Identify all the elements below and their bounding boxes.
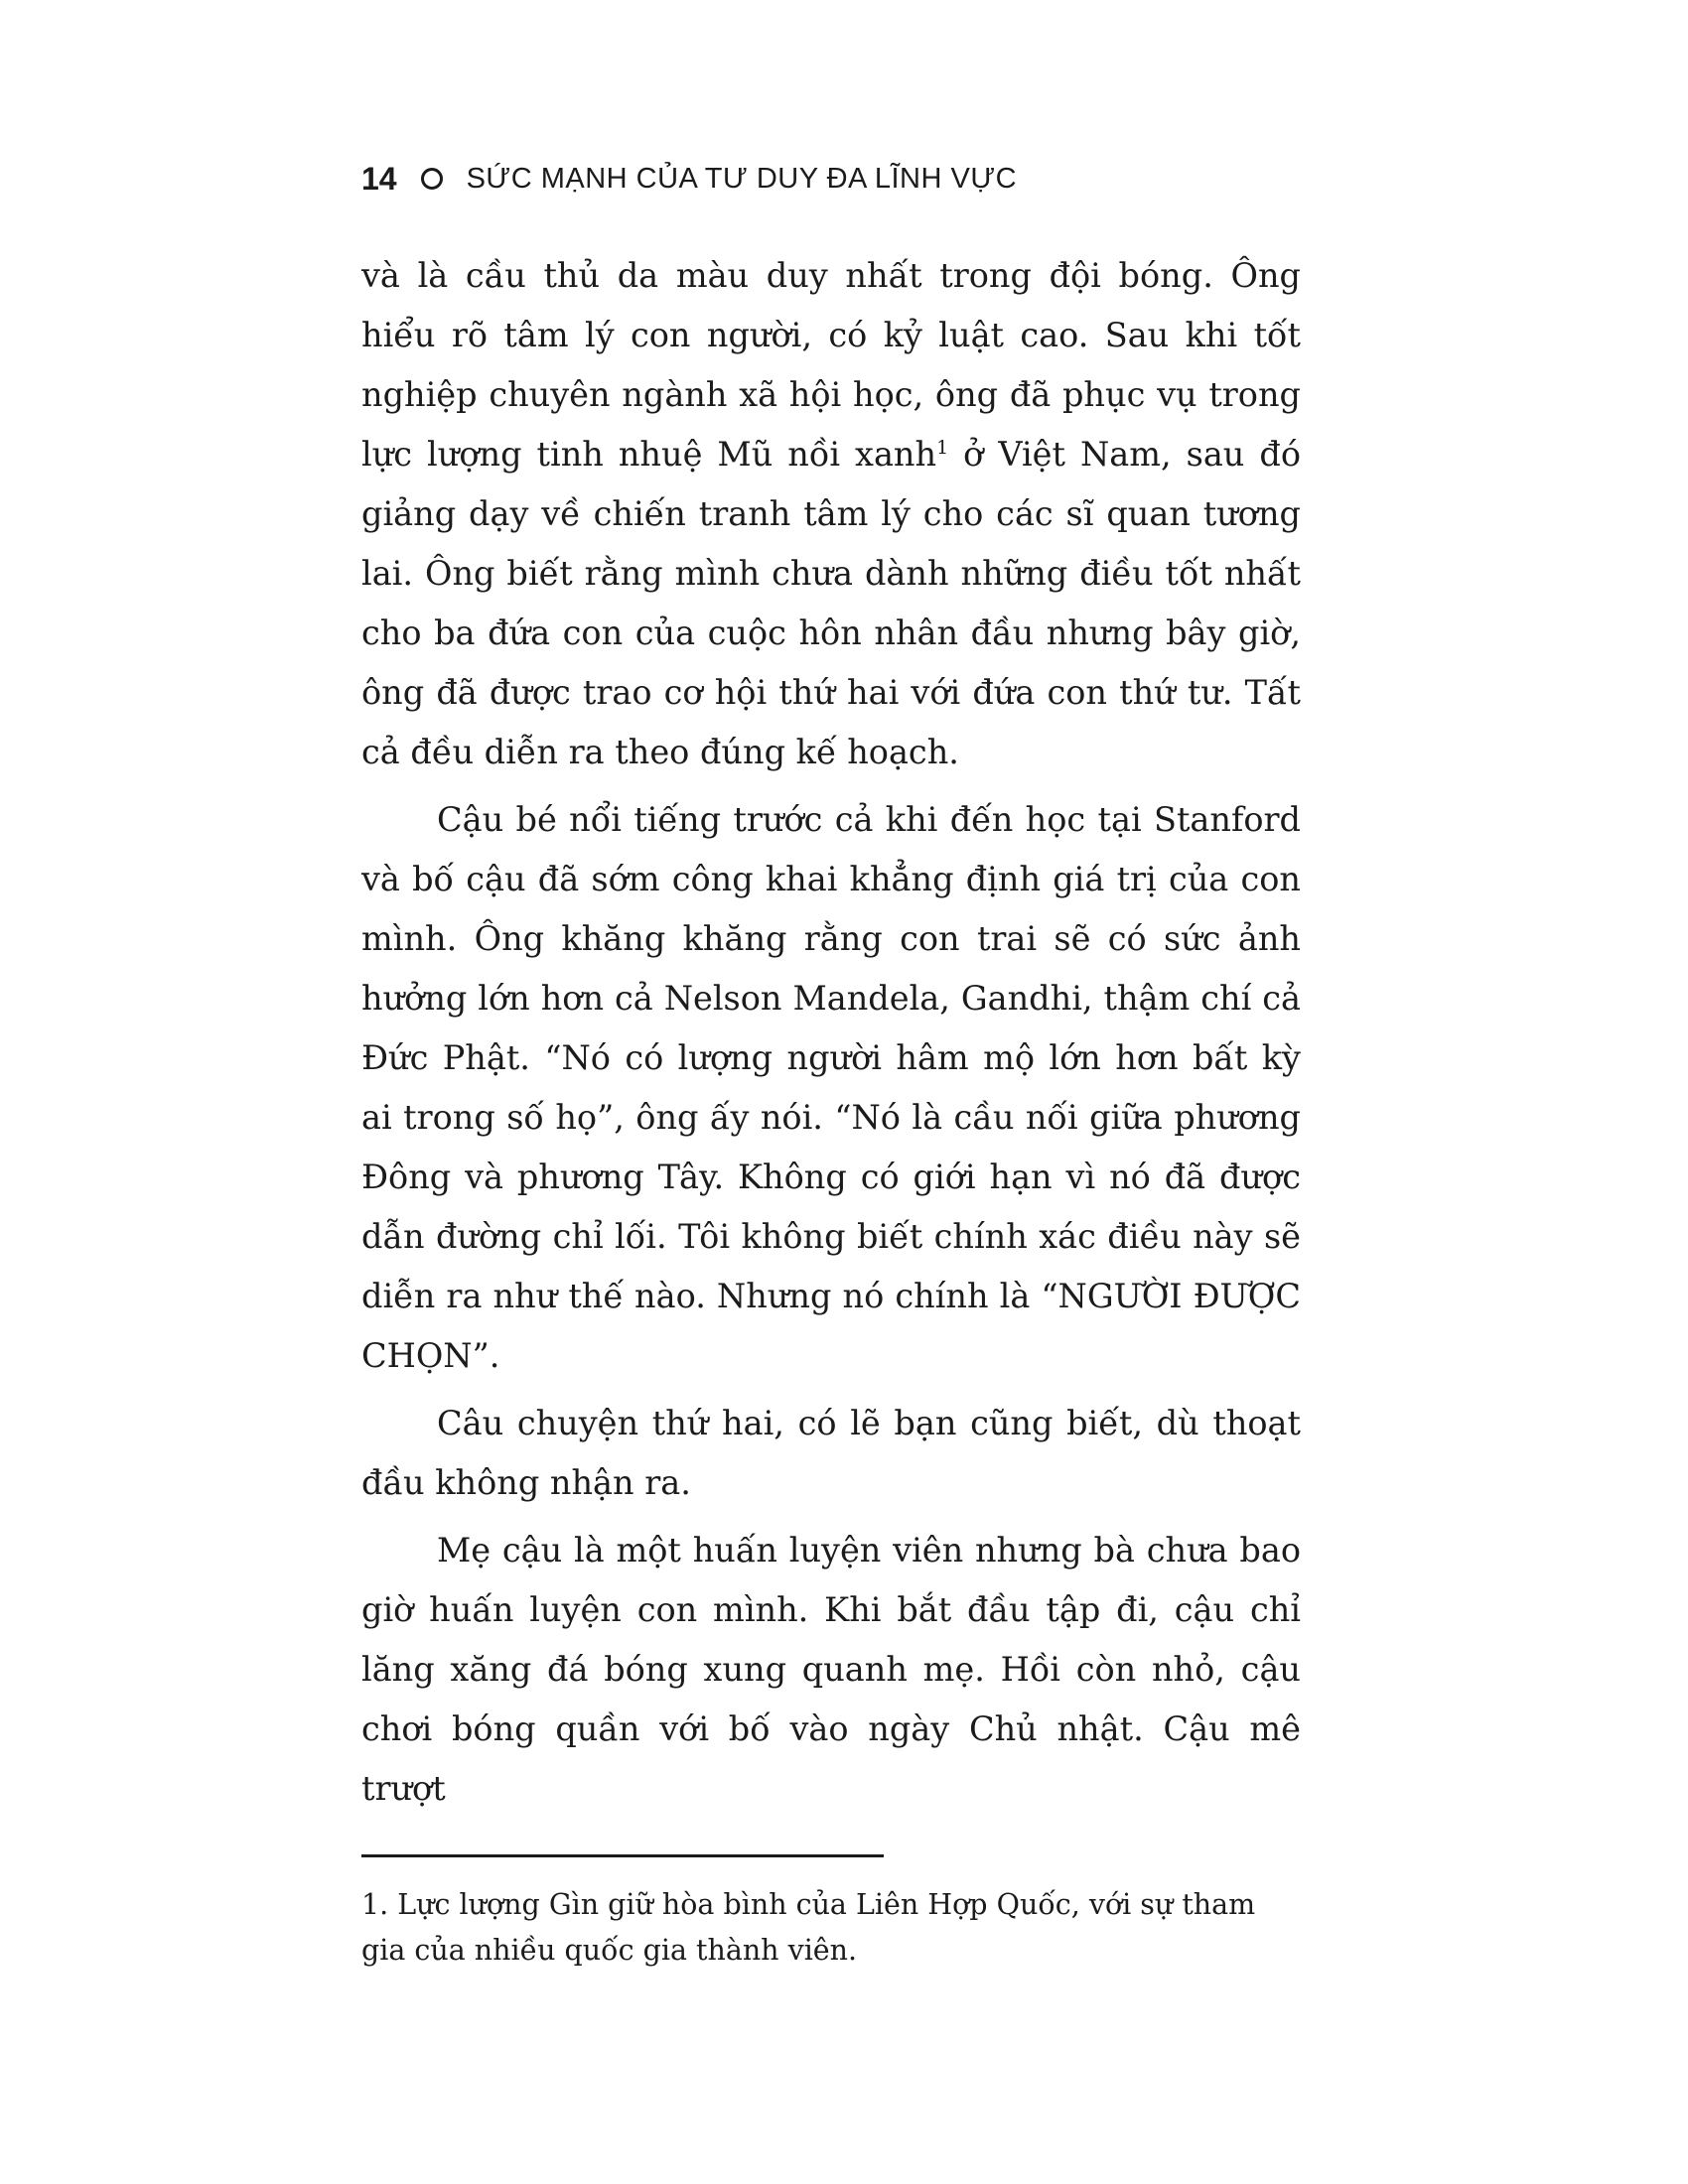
footnote: 1. Lực lượng Gìn giữ hòa bình của Liên Hợp Quốc, với sự tham gia của nhiều quốc gia thành viên. — [361, 1888, 1256, 1967]
paragraph-3: Câu chuyện thứ hai, có lẽ bạn cũng biết, dù thoạt đầu không nhận ra. — [361, 1404, 1301, 1502]
paragraph-1-part-b: ở Việt Nam, sau đó giảng dạy về chiến tranh tâm lý cho các sĩ quan tương lai. Ông biết rằng mình chưa dành những điều tốt nhất cho ba đứa con của cuộc hôn nhân đầu nhưng bây giờ, ông đã được trao cơ hội thứ hai với đứa con thứ tư. Tất cả đều diễn ra theo đúng kế hoạch. — [361, 435, 1301, 771]
paragraph-1-part-a: và là cầu thủ da màu duy nhất trong đội bóng. Ông hiểu rõ tâm lý con người, có kỷ luật cao. Sau khi tốt nghiệp chuyên ngành xã hội học, ông đã phục vụ trong lực lượng tinh nhuệ Mũ nồi xanh — [361, 256, 1301, 474]
footnote-reference: 1 — [936, 436, 949, 459]
paragraph-1 — [361, 246, 1301, 782]
running-title: SỨC MẠNH CỦA TƯ DUY ĐA LĨNH VỰC — [466, 163, 1018, 195]
page-header — [361, 159, 1017, 199]
paragraph-2: Cậu bé nổi tiếng trước cả khi đến học tại Stanford và bố cậu đã sớm công khai khẳng định giá trị của con mình. Ông khăng khăng rằng con trai sẽ có sức ảnh hưởng lớn hơn cả Nelson Mandela, Gandhi, thậm chí cả Đức Phật. “Nó có lượng người hâm mộ lớn hơn bất kỳ ai trong số họ”, ông ấy nói. “Nó là cầu nối giữa phương Đông và phương Tây. Không có giới hạn vì nó đã được dẫn đường chỉ lối. Tôi không biết chính xác điều này sẽ diễn ra như thế nào. Nhưng nó chính là “NGƯỜI ĐƯỢC CHỌN”. — [361, 800, 1301, 1375]
page-number: 14 — [361, 161, 397, 197]
paragraph-4: Mẹ cậu là một huấn luyện viên nhưng bà chưa bao giờ huấn luyện con mình. Khi bắt đầu tập đi, cậu chỉ lăng xăng đá bóng xung quanh mẹ. Hồi còn nhỏ, cậu chơi bóng quần với bố vào ngày Chủ nhật. Cậu mê trượt — [361, 1531, 1301, 1808]
body-text — [361, 246, 1301, 1827]
ring-icon — [421, 168, 443, 190]
footnote-divider — [361, 1854, 884, 1857]
